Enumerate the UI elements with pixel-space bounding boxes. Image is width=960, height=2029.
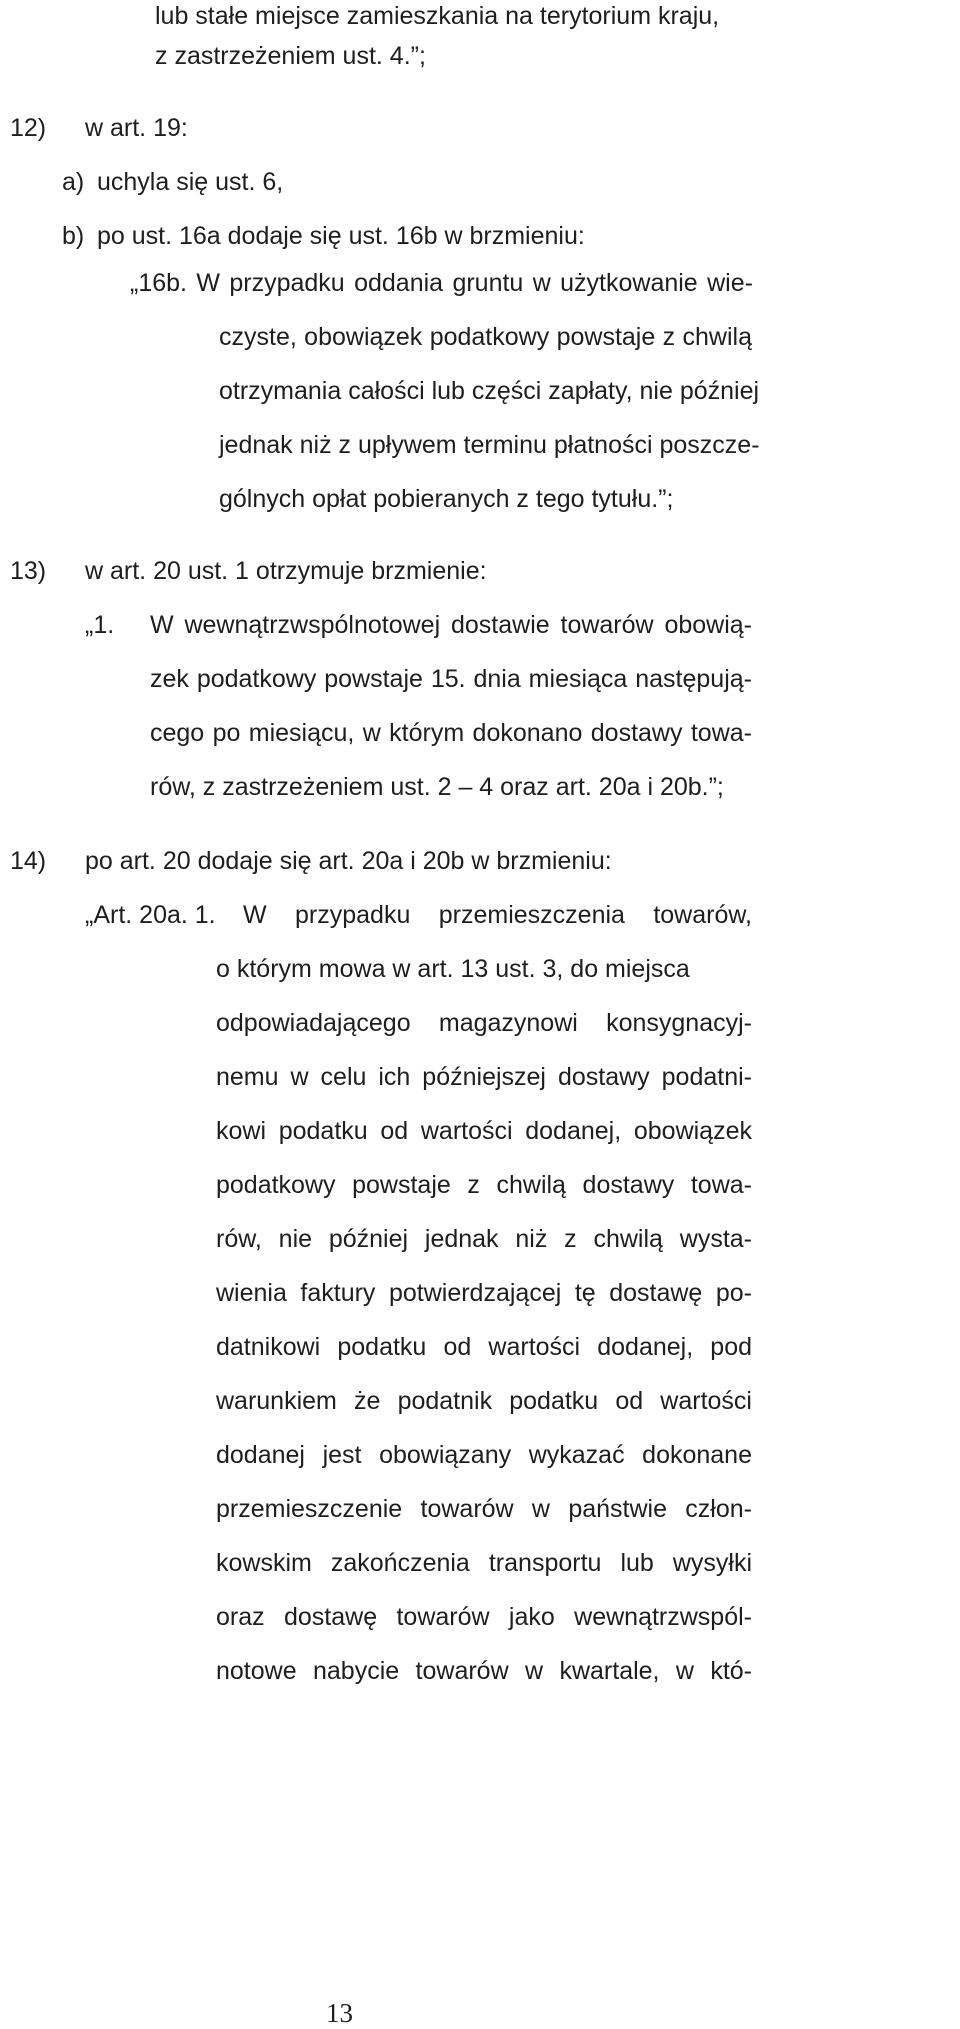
item-13-number: 13) [10,557,47,585]
item-12-number: 12) [10,114,47,142]
item-14-line-5: kowi podatku od wartości dodanej, obowiązek [216,1117,752,1145]
item-14-line-15: notowe nabycie towarów w kwartale, w któ- [216,1657,752,1685]
intro-line-2: z zastrzeżeniem ust. 4.”; [155,42,426,70]
item-12-quote-line-3: otrzymania całości lub części zapłaty, nie później [219,377,760,405]
item-13-line-4: rów, z zastrzeżeniem ust. 2 – 4 oraz art. 20a i 20b.”; [150,773,724,801]
quote-word: w [532,269,551,297]
item-14-lead: „Art. 20a. 1. [85,901,216,929]
item-14-line-11: dodanej jest obowiązany wykazać dokonane [216,1441,752,1469]
item-14-line-2: o którym mowa w art. 13 ust. 3, do miejsca [216,955,690,983]
item-12-text: w art. 19: [85,114,188,142]
item-14-line-7: rów, nie później jednak niż z chwilą wysta- [216,1225,752,1253]
item-14-line-13: kowskim zakończenia transportu lub wysyłki [216,1549,752,1577]
item-14-line-1: W przypadku przemieszczenia towarów, [243,901,752,929]
item-12-quote-line-1 [130,267,753,299]
item-14-line-10: warunkiem że podatnik podatku od wartości [216,1387,752,1415]
quote-word: gruntu [452,269,524,297]
item-13-lead: „1. [85,611,115,639]
item-13-line-3: cego po miesiącu, w którym dokonano dostawy towa- [150,719,752,747]
item-14-line-4: nemu w celu ich późniejszej dostawy podatni- [216,1063,752,1091]
quote-word: W [196,269,220,297]
item-12-b-label: b) [62,222,85,250]
item-12-a-text: uchyla się ust. 6, [97,168,284,196]
item-14-number: 14) [10,847,47,875]
item-12-quote-line-4: jednak niż z upływem terminu płatności poszcze- [219,431,760,459]
page-number: 13 [326,1998,353,2028]
quote-word: użytkowanie [560,269,698,297]
quote-word: wie- [707,269,753,297]
item-12-b-text: po ust. 16a dodaje się ust. 16b w brzmieniu: [97,222,585,250]
item-12-quote-line-2: czyste, obowiązek podatkowy powstaje z chwilą [219,323,752,351]
item-13-line-2: zek podatkowy powstaje 15. dnia miesiąca następują- [150,665,752,693]
intro-line-1: lub stałe miejsce zamieszkania na terytorium kraju, [155,2,720,30]
item-12-quote-line-5: gólnych opłat pobieranych z tego tytułu.”; [219,485,674,513]
quote-word: „16b. [130,269,187,297]
item-12-a-label: a) [62,168,85,196]
quote-word: oddania [354,269,444,297]
item-14-text: po art. 20 dodaje się art. 20a i 20b w brzmieniu: [85,847,612,875]
item-14-line-9: datnikowi podatku od wartości dodanej, pod [216,1333,752,1361]
item-14-line-8: wienia faktury potwierdzającej tę dostawę po- [216,1279,752,1307]
item-13-text: w art. 20 ust. 1 otrzymuje brzmienie: [85,557,487,585]
item-14-line-3: odpowiadającego magazynowi konsygnacyj- [216,1009,752,1037]
item-13-line-1: W wewnątrzwspólnotowej dostawie towarów obowią- [150,611,752,639]
item-14-line-14: oraz dostawę towarów jako wewnątrzwspól- [216,1603,752,1631]
item-14-line-6: podatkowy powstaje z chwilą dostawy towa- [216,1171,752,1199]
item-14-line-12: przemieszczenie towarów w państwie człon- [216,1495,752,1523]
quote-word: przypadku [229,269,345,297]
